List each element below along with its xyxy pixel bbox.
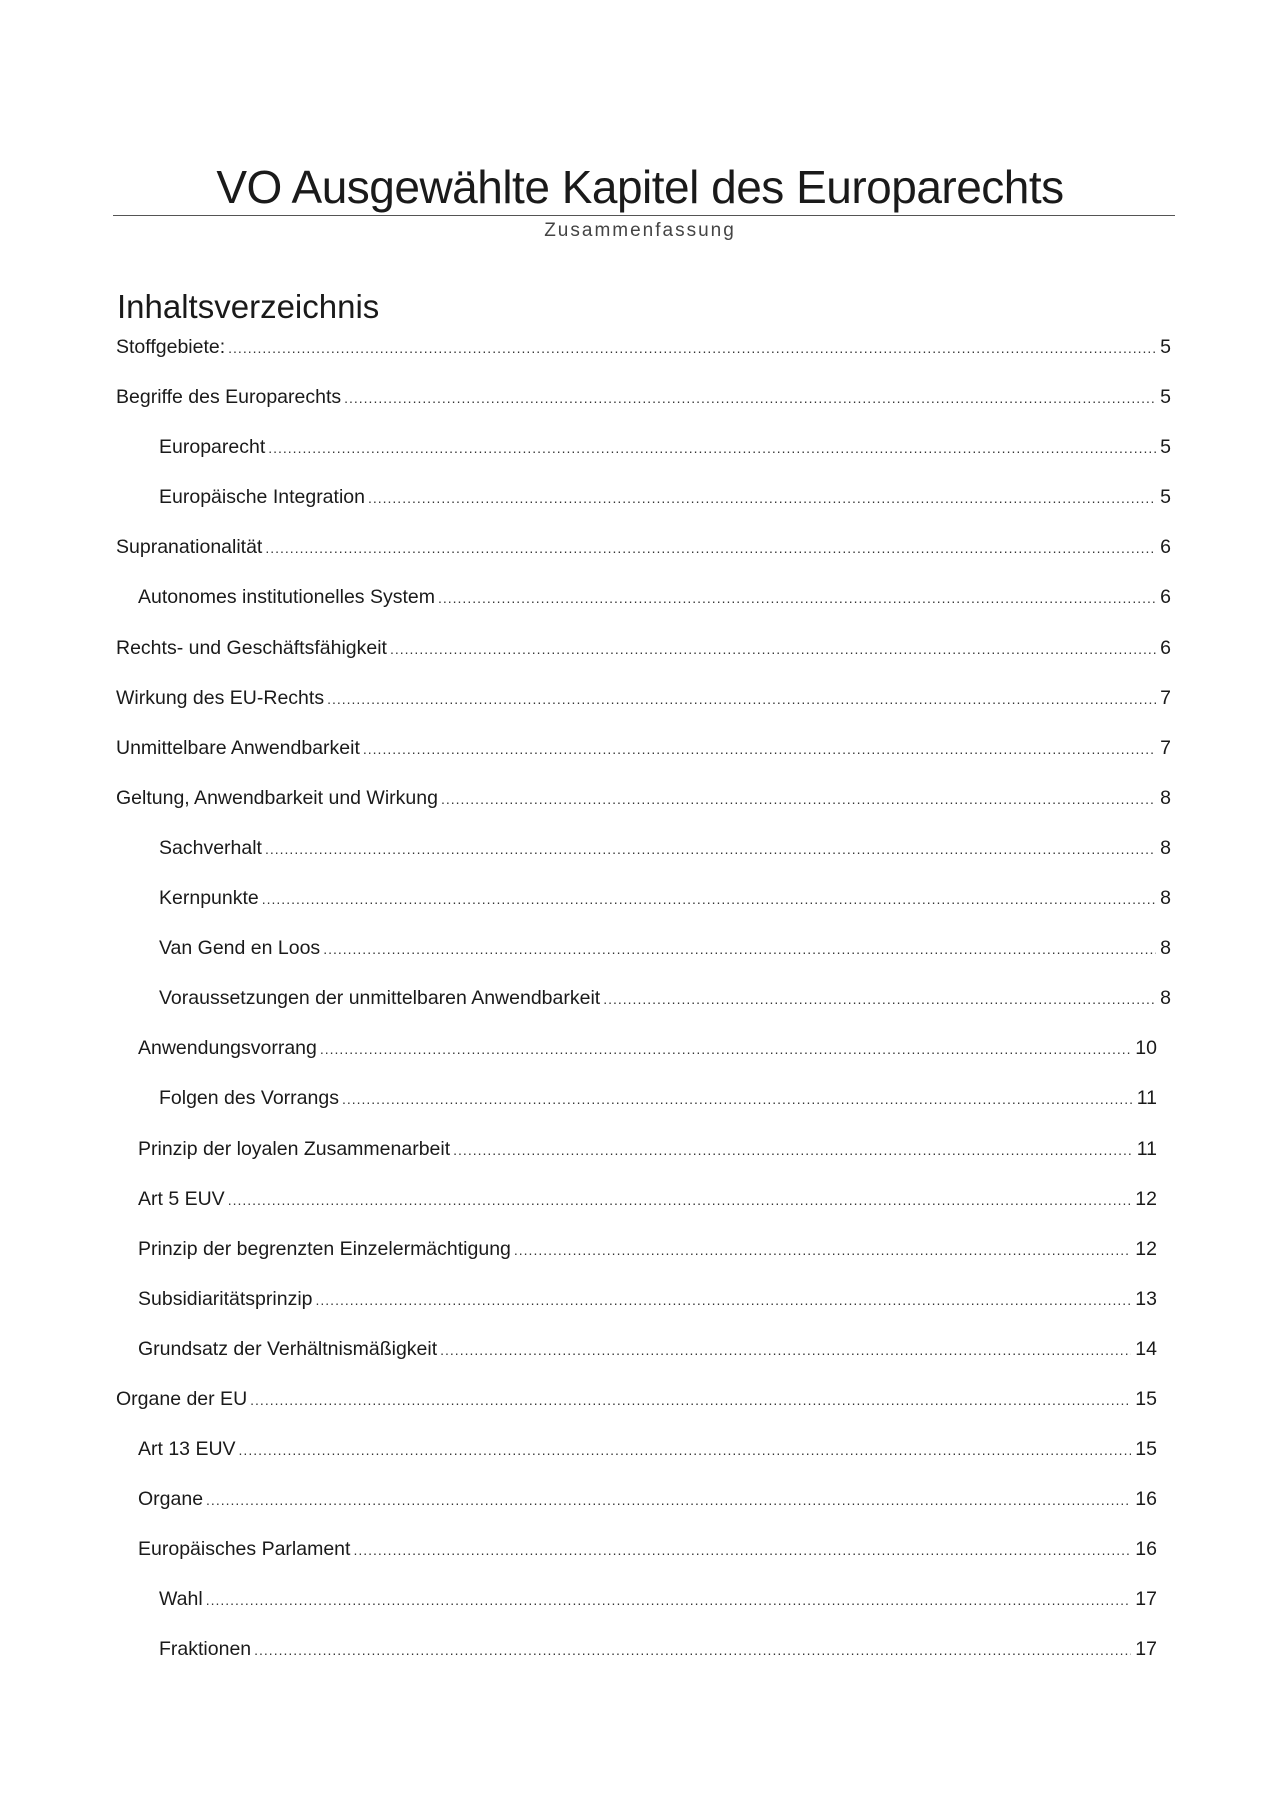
toc-entry-row: [116, 1638, 1157, 1661]
toc-entry-label: Art 13 EUV: [138, 1438, 236, 1461]
toc-entry-row: [116, 336, 1171, 359]
toc-entry[interactable]: [116, 829, 1171, 879]
toc-entry-page-number: 6: [1160, 586, 1171, 609]
toc-entry[interactable]: [116, 679, 1171, 729]
toc-entry-page-number: 14: [1135, 1337, 1157, 1360]
toc-entry[interactable]: [116, 428, 1171, 478]
dot-leader: [262, 891, 1156, 907]
toc-entry-label: Rechts- und Geschäftsfähigkeit: [116, 636, 387, 659]
dot-leader: [327, 691, 1156, 707]
toc-entry-row: [116, 486, 1171, 509]
toc-entry-page-number: 17: [1135, 1588, 1157, 1611]
toc-entry-label: Geltung, Anwendbarkeit und Wirkung: [116, 786, 438, 809]
toc-entry[interactable]: [116, 1430, 1171, 1480]
toc-entry-label: Organe der EU: [116, 1387, 248, 1410]
toc-entry-label: Prinzip der begrenzten Einzelermächtigung: [138, 1237, 511, 1260]
toc-entry-label: Organe: [138, 1488, 204, 1511]
title-underline: [113, 215, 1175, 216]
toc-entry-label: Grundsatz der Verhältnismäßigkeit: [138, 1337, 438, 1360]
toc-entry-row: [116, 436, 1171, 459]
dot-leader: [268, 440, 1156, 456]
toc-entry-page-number: 16: [1135, 1538, 1157, 1561]
dot-leader: [438, 590, 1156, 606]
toc-entry[interactable]: [116, 1380, 1171, 1430]
toc-entry-label: Unmittelbare Anwendbarkeit: [116, 736, 360, 759]
toc-entry[interactable]: [116, 378, 1171, 428]
toc-entry-page-number: 7: [1160, 686, 1171, 709]
toc-entry[interactable]: [116, 1130, 1171, 1180]
toc-entry-row: [116, 837, 1171, 860]
toc-entry-page-number: 6: [1160, 636, 1171, 659]
dot-leader: [441, 791, 1156, 807]
toc-entry-row: [116, 1338, 1157, 1361]
toc-entry-label: Art 5 EUV: [138, 1187, 225, 1210]
toc-entry-page-number: 17: [1135, 1638, 1157, 1661]
dot-leader: [390, 641, 1156, 657]
toc-entry[interactable]: [116, 1079, 1171, 1129]
toc-entry-row: [116, 1538, 1157, 1561]
toc-entry-page-number: 8: [1160, 786, 1171, 809]
toc-entry[interactable]: [116, 729, 1171, 779]
toc-entry-label: Wahl: [159, 1588, 203, 1611]
toc-entry-row: [116, 1188, 1157, 1211]
toc-entry-page-number: 5: [1160, 336, 1171, 358]
toc-entry[interactable]: [116, 929, 1171, 979]
toc-entry[interactable]: [116, 779, 1171, 829]
toc-entry-row: [116, 787, 1171, 810]
dot-leader: [206, 1592, 1132, 1608]
toc-entry-label: Van Gend en Loos: [159, 937, 321, 960]
toc-entry-row: [116, 637, 1171, 660]
dot-leader: [265, 540, 1156, 556]
dot-leader: [353, 1542, 1131, 1558]
toc-entry-label: Fraktionen: [159, 1638, 252, 1661]
toc-entry-label: Kernpunkte: [159, 887, 259, 910]
toc-entry[interactable]: [116, 1029, 1171, 1079]
dot-leader: [323, 941, 1156, 957]
toc-entry-label: Subsidiaritätsprinzip: [138, 1287, 313, 1310]
toc-entry-row: [116, 987, 1171, 1010]
toc-entry[interactable]: [116, 1630, 1171, 1680]
toc-entry-page-number: 13: [1135, 1287, 1157, 1310]
toc-entry-row: [116, 536, 1171, 559]
toc-entry-row: [116, 687, 1171, 710]
dot-leader: [514, 1242, 1131, 1258]
toc-entry-row: [116, 586, 1171, 609]
toc-entry-row: [116, 1238, 1157, 1261]
toc-entry[interactable]: [116, 629, 1171, 679]
toc-entry-row: [116, 1438, 1157, 1461]
toc-entry-label: Voraussetzungen der unmittelbaren Anwendbarkeit: [159, 987, 601, 1010]
toc-entry[interactable]: [116, 1180, 1171, 1230]
toc-entry-label: Europarecht: [159, 436, 266, 459]
toc-entry[interactable]: [116, 478, 1171, 528]
toc-entry[interactable]: [116, 1580, 1171, 1630]
toc-entry-label: Sachverhalt: [159, 836, 262, 859]
toc-entry[interactable]: [116, 879, 1171, 929]
toc-entry-page-number: 15: [1135, 1387, 1157, 1410]
toc-entry-page-number: 15: [1135, 1438, 1157, 1461]
dot-leader: [254, 1642, 1131, 1658]
toc-entry-row: [116, 1288, 1157, 1311]
dot-leader: [344, 390, 1156, 406]
toc-entry-page-number: 7: [1160, 736, 1171, 759]
dot-leader: [320, 1041, 1131, 1057]
document-title: VO Ausgewählte Kapitel des Europarechts: [216, 161, 1064, 213]
toc-entry[interactable]: [116, 979, 1171, 1029]
dot-leader: [228, 1192, 1132, 1208]
toc-entry-row: [116, 887, 1171, 910]
toc-entry[interactable]: [116, 528, 1171, 578]
dot-leader: [453, 1142, 1133, 1158]
dot-leader: [250, 1392, 1131, 1408]
toc-entry[interactable]: [116, 1480, 1171, 1530]
toc-entry-page-number: 11: [1136, 1087, 1157, 1110]
dot-leader: [316, 1292, 1132, 1308]
table-of-contents: [116, 328, 1171, 1681]
document-subtitle: Zusammenfassung: [544, 220, 736, 241]
toc-entry-page-number: 12: [1135, 1187, 1157, 1210]
toc-entry-label: Prinzip der loyalen Zusammenarbeit: [138, 1137, 451, 1160]
dot-leader: [363, 741, 1156, 757]
dot-leader: [206, 1492, 1131, 1508]
toc-entry-label: Supranationalität: [116, 536, 263, 559]
toc-entry[interactable]: [116, 1230, 1171, 1280]
toc-entry-page-number: 5: [1160, 436, 1171, 459]
toc-entry[interactable]: [116, 328, 1171, 378]
toc-entry[interactable]: [116, 578, 1171, 628]
dot-leader: [603, 991, 1156, 1007]
toc-entry-label: Europäische Integration: [159, 486, 365, 509]
toc-entry-label: Folgen des Vorrangs: [159, 1087, 339, 1110]
toc-entry-page-number: 8: [1160, 937, 1171, 960]
toc-entry-row: [116, 1138, 1157, 1161]
toc-entry-label: Stoffgebiete:: [116, 336, 226, 358]
toc-entry-row: [116, 737, 1171, 760]
toc-entry-page-number: 11: [1136, 1137, 1157, 1160]
toc-entry-label: Begriffe des Europarechts: [116, 386, 342, 409]
toc-entry-row: [116, 1087, 1157, 1110]
toc-entry-label: Europäisches Parlament: [138, 1538, 351, 1561]
toc-entry-page-number: 8: [1160, 836, 1171, 859]
toc-entry[interactable]: [116, 1530, 1171, 1580]
toc-entry-row: [116, 1388, 1157, 1411]
toc-entry-page-number: 8: [1160, 987, 1171, 1010]
toc-entry-row: [116, 1488, 1157, 1511]
dot-leader: [239, 1442, 1132, 1458]
toc-entry[interactable]: [116, 1280, 1171, 1330]
toc-entry-row: [116, 937, 1171, 960]
toc-heading: Inhaltsverzeichnis: [117, 288, 380, 325]
toc-entry-row: [116, 1588, 1157, 1611]
dot-leader: [368, 490, 1156, 506]
dot-leader: [265, 841, 1156, 857]
toc-entry-page-number: 10: [1135, 1037, 1157, 1060]
toc-entry[interactable]: [116, 1330, 1171, 1380]
toc-entry-page-number: 12: [1135, 1237, 1157, 1260]
toc-entry-label: Wirkung des EU-Rechts: [116, 686, 325, 709]
dot-leader: [228, 340, 1156, 356]
toc-entry-page-number: 5: [1160, 386, 1171, 409]
dot-leader: [342, 1091, 1133, 1107]
toc-entry-label: Autonomes institutionelles System: [138, 586, 435, 609]
toc-entry-page-number: 5: [1160, 486, 1171, 509]
toc-entry-page-number: 16: [1135, 1488, 1157, 1511]
toc-entry-page-number: 8: [1160, 887, 1171, 910]
toc-entry-row: [116, 1037, 1157, 1060]
toc-entry-label: Anwendungsvorrang: [138, 1037, 317, 1060]
dot-leader: [440, 1342, 1131, 1358]
toc-entry-row: [116, 386, 1171, 409]
toc-entry-page-number: 6: [1160, 536, 1171, 559]
